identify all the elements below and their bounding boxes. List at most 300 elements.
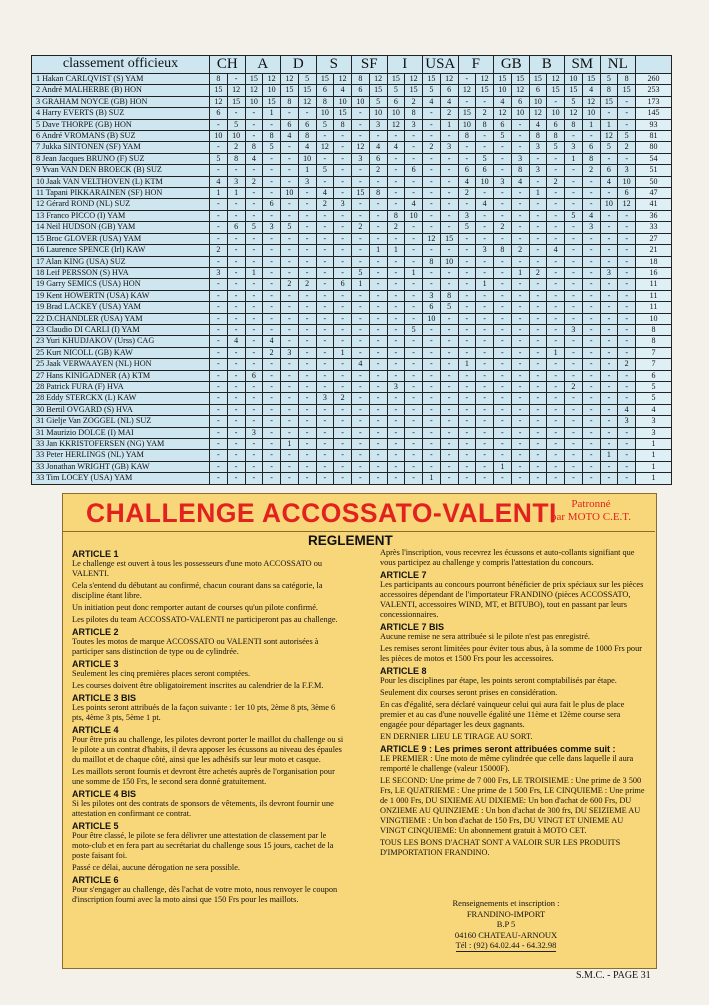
column-header: B [529,56,565,74]
points-cell: - [316,359,334,370]
points-cell: - [494,256,512,267]
points-cell: - [316,473,334,484]
points-cell: - [334,381,352,392]
points-cell: 15 [440,233,458,244]
points-cell: 3 [210,267,228,278]
points-cell: - [476,473,494,484]
points-cell: - [245,461,263,472]
points-cell: 3 [440,142,458,153]
points-cell: 8 [352,74,370,85]
points-cell: 12 [405,74,423,85]
points-cell: - [245,245,263,256]
points-cell: 10 [565,74,583,85]
column-header: F [458,56,494,74]
points-cell: - [369,370,387,381]
points-cell: - [476,393,494,404]
points-cell: - [423,210,441,221]
points-cell: 1 [582,119,600,130]
points-cell: 10 [582,108,600,119]
reglement-heading: REGLEMENT [308,533,393,548]
points-cell: - [210,233,228,244]
points-cell: 2 [245,176,263,187]
points-cell: - [600,302,618,313]
points-cell: 5 [298,74,316,85]
table-row [32,85,672,96]
points-cell: 8 [369,188,387,199]
points-cell: 1 [263,108,281,119]
points-cell: 12 [210,96,228,107]
points-cell: - [547,96,565,107]
points-cell: 8 [423,256,441,267]
points-cell: - [245,290,263,301]
points-cell: - [511,188,529,199]
points-cell: - [281,450,299,461]
points-cell: 4 [369,142,387,153]
points-cell: - [334,245,352,256]
points-cell: 2 [494,222,512,233]
points-cell: - [298,473,316,484]
points-cell: - [334,473,352,484]
rider-name: 1 Hakan CARLQVIST (S) YAM [32,74,210,85]
points-cell: - [369,233,387,244]
points-cell: 3 [494,176,512,187]
points-cell: 4 [227,336,245,347]
article-text: Le challenge est ouvert à tous les possesseurs d'une moto ACCOSSATO ou VALENTI. [72,559,322,578]
points-cell: - [298,245,316,256]
points-cell: - [494,290,512,301]
total-cell: 1 [636,439,672,450]
points-cell: 12 [476,74,494,85]
points-cell: - [316,427,334,438]
rider-name: 3 GRAHAM NOYCE (GB) HON [32,96,210,107]
points-cell: - [263,119,281,130]
points-cell: - [618,347,636,358]
points-cell: 15 [263,96,281,107]
points-cell: - [369,347,387,358]
points-cell: - [227,256,245,267]
points-cell: - [440,439,458,450]
points-cell: - [582,427,600,438]
points-cell: 3 [476,245,494,256]
points-cell: - [281,427,299,438]
points-cell: - [369,222,387,233]
points-cell: 4 [405,199,423,210]
article-text: Pour les disciplines par étape, les points seront comptabilisés par étape. [380,676,617,685]
points-cell: - [582,416,600,427]
points-cell: - [600,427,618,438]
points-cell: - [511,119,529,130]
points-cell: 10 [245,96,263,107]
points-cell: - [210,199,228,210]
points-cell: 2 [316,199,334,210]
points-cell: - [352,302,370,313]
points-cell: - [618,393,636,404]
points-cell: - [298,393,316,404]
points-cell: 10 [618,176,636,187]
points-cell: - [227,108,245,119]
article-text: Les courses doivent être obligatoirement inscrites au calendrier de la F.F.M. [72,681,324,690]
points-cell: 10 [600,199,618,210]
article-text: Si les pilotes ont des contrats de sponsors de vêtements, ils devront fournir une attestation en confirmant ce contrat. [72,799,334,818]
points-cell: 6 [511,96,529,107]
points-cell: 5 [547,142,565,153]
points-cell: - [298,461,316,472]
points-cell: 2 [334,393,352,404]
points-cell: - [369,336,387,347]
points-cell: - [529,222,547,233]
rider-name: 2 André MALHERBE (B) HON [32,85,210,96]
points-cell: - [298,404,316,415]
points-cell: - [369,313,387,324]
points-cell: - [529,245,547,256]
rider-name: 5 Dave THORPE (GB) HON [32,119,210,130]
points-cell: - [494,393,512,404]
points-cell: - [547,233,565,244]
rider-name: 25 Kurt NICOLL (GB) KAW [32,347,210,358]
points-cell: - [281,233,299,244]
points-cell: 1 [405,267,423,278]
points-cell: - [511,359,529,370]
points-cell: - [618,439,636,450]
points-cell: - [263,324,281,335]
points-cell: - [565,393,583,404]
points-cell: - [405,393,423,404]
points-cell: - [281,290,299,301]
standings-table [31,55,672,485]
points-cell: - [281,404,299,415]
points-cell: 15 [423,74,441,85]
points-cell: 1 [210,188,228,199]
rider-name: 23 Claudio DI CARLI (I) YAM [32,324,210,335]
points-cell: 10 [405,210,423,221]
points-cell: - [263,245,281,256]
points-cell: - [458,96,476,107]
points-cell: 4 [511,176,529,187]
points-cell: - [334,370,352,381]
points-cell: 6 [458,165,476,176]
points-cell: 15 [405,85,423,96]
points-cell: - [369,404,387,415]
points-cell: - [529,450,547,461]
table-row [32,393,672,404]
points-cell: - [618,473,636,484]
points-cell: 10 [529,96,547,107]
points-cell: - [263,233,281,244]
points-cell: - [245,279,263,290]
points-cell: - [600,153,618,164]
points-cell: - [440,359,458,370]
points-cell: - [440,199,458,210]
points-cell: - [316,439,334,450]
points-cell: - [511,336,529,347]
points-cell: - [494,324,512,335]
points-cell: 4 [352,359,370,370]
points-cell: - [281,199,299,210]
points-cell: - [458,416,476,427]
points-cell: - [458,381,476,392]
total-cell: 7 [636,347,672,358]
points-cell: 12 [529,108,547,119]
points-cell: 5 [387,85,405,96]
points-cell: 1 [458,359,476,370]
points-cell: - [582,324,600,335]
points-cell: - [458,233,476,244]
points-cell: - [600,233,618,244]
points-cell: 4 [316,188,334,199]
points-cell: - [405,439,423,450]
points-cell: - [387,233,405,244]
points-cell: - [405,142,423,153]
patron-note [551,498,631,524]
points-cell: - [263,210,281,221]
points-cell: - [511,439,529,450]
points-cell: - [210,210,228,221]
points-cell: - [511,427,529,438]
points-cell: 8 [458,131,476,142]
points-cell: - [565,222,583,233]
article-text: Après l'inscription, vous recevrez les écussons et auto-collants signifiant que vous participez au challenge y compris l'attestation du concours. [380,548,635,567]
points-cell: - [210,256,228,267]
points-cell: - [600,324,618,335]
points-cell: - [405,302,423,313]
points-cell: - [245,416,263,427]
points-cell: - [476,439,494,450]
points-cell: - [245,359,263,370]
points-cell: 15 [369,85,387,96]
points-cell: - [316,302,334,313]
points-cell: 3 [298,176,316,187]
points-cell: - [529,347,547,358]
points-cell: - [227,165,245,176]
points-cell: - [387,188,405,199]
points-cell: 6 [423,302,441,313]
points-cell: - [565,427,583,438]
points-cell: - [458,256,476,267]
rider-name: 10 Jaak VAN VELTHOVEN (L) KTM [32,176,210,187]
points-cell: - [547,290,565,301]
points-cell: - [227,416,245,427]
points-cell: 12 [582,96,600,107]
points-cell: - [369,427,387,438]
points-cell: - [369,461,387,472]
points-cell: 2 [352,222,370,233]
article-text: LE SECOND: Une prime de 7 000 Frs, LE TROISIEME : Une prime de 3 500 Frs, LE QUATRIEME : Une prime de 1 500 Frs, LE CINQUIEME : Une prime de 1 000 Frs, DU SIXIEME AU DIXIEME: Un bon d'achat de 600 Frs, DU ONZIEME AU QUINZIEME : Un bon d'achat de 300 frs, DU SEIZIEME AU VINGTIEME : Un bon d'achat de 150 Frs, DU VINGT ET UNIEME AU VINGT CINQUIEME: Un abonnement gratuit à MOTO CET. [380,776,645,835]
points-cell: - [423,450,441,461]
article-text: Cela s'entend du débutant au confirmé, chacun courant dans sa catégorie, la discipline étant libre. [72,581,323,600]
points-cell: - [476,188,494,199]
points-cell: - [245,404,263,415]
points-cell: 15 [227,96,245,107]
points-cell: - [618,119,636,130]
points-cell: - [547,153,565,164]
points-cell: - [405,381,423,392]
points-cell: - [316,245,334,256]
points-cell: 12 [494,108,512,119]
points-cell: - [281,416,299,427]
rules-left-column [72,548,344,907]
points-cell: - [565,290,583,301]
points-cell: - [334,324,352,335]
article-text: Pour s'engager au challenge, dès l'achat de votre moto, nous renvoyer le coupon d'inscription fourni avec la moto ainsi que 150 Frs pour les maillots. [72,885,338,904]
points-cell: - [511,404,529,415]
points-cell: 3 [387,381,405,392]
points-cell: - [210,302,228,313]
points-cell: - [600,290,618,301]
points-cell: - [369,473,387,484]
points-cell: - [600,404,618,415]
points-cell: 2 [405,96,423,107]
points-cell: - [369,176,387,187]
points-cell: 8 [298,131,316,142]
points-cell: - [547,439,565,450]
points-cell: - [405,256,423,267]
total-cell: 41 [636,199,672,210]
points-cell: - [281,302,299,313]
points-cell: 6 [547,119,565,130]
points-cell: - [334,439,352,450]
points-cell: - [582,245,600,256]
points-cell: 5 [405,324,423,335]
points-cell: - [369,302,387,313]
points-cell: - [582,370,600,381]
points-cell: - [369,290,387,301]
points-cell: - [316,381,334,392]
table-row [32,427,672,438]
points-cell: - [387,404,405,415]
points-cell: - [352,324,370,335]
points-cell: - [334,302,352,313]
points-cell: 1 [529,188,547,199]
points-cell: 1 [511,267,529,278]
points-cell: - [227,199,245,210]
points-cell: - [511,347,529,358]
points-cell: - [476,96,494,107]
column-header: I [387,56,423,74]
points-cell: - [334,267,352,278]
points-cell: - [227,245,245,256]
points-cell: - [440,416,458,427]
points-cell: - [600,245,618,256]
points-cell: - [547,165,565,176]
points-cell: 12 [369,74,387,85]
points-cell: - [334,313,352,324]
points-cell: - [511,256,529,267]
points-cell: - [547,188,565,199]
points-cell: 3 [529,142,547,153]
points-cell: 5 [316,119,334,130]
points-cell: - [298,416,316,427]
points-cell: - [245,119,263,130]
points-cell: 12 [511,85,529,96]
points-cell: - [582,359,600,370]
points-cell: - [316,313,334,324]
points-cell: - [600,393,618,404]
points-cell: - [405,404,423,415]
points-cell: - [387,313,405,324]
points-cell: - [565,450,583,461]
points-cell: - [298,347,316,358]
points-cell: - [352,473,370,484]
points-cell: 4 [494,96,512,107]
rider-name: 22 D.CHANDLER (USA) YAM [32,313,210,324]
points-cell: 1 [281,439,299,450]
points-cell: 2 [565,381,583,392]
points-cell: - [245,165,263,176]
table-row [32,210,672,221]
points-cell: - [405,313,423,324]
points-cell: 1 [227,188,245,199]
points-cell: - [316,256,334,267]
points-cell: - [582,267,600,278]
points-cell: - [618,279,636,290]
points-cell: 15 [618,85,636,96]
points-cell: - [334,153,352,164]
points-cell: - [352,233,370,244]
total-cell: 27 [636,233,672,244]
points-cell: - [600,336,618,347]
points-cell: - [316,336,334,347]
points-cell: - [582,302,600,313]
points-cell: - [423,279,441,290]
points-cell: 1 [352,279,370,290]
points-cell: - [405,290,423,301]
total-cell: 11 [636,279,672,290]
points-cell: 8 [600,85,618,96]
column-header: USA [423,56,459,74]
points-cell: - [458,427,476,438]
rules-right-column [380,548,648,860]
points-cell: - [316,416,334,427]
total-cell: 11 [636,290,672,301]
points-cell: 5 [618,131,636,142]
points-cell: 6 [316,85,334,96]
points-cell: 2 [210,245,228,256]
points-cell: - [245,473,263,484]
points-cell: - [423,108,441,119]
points-cell: 10 [352,96,370,107]
points-cell: - [227,427,245,438]
points-cell: 5 [458,222,476,233]
rider-name: 4 Harry EVERTS (B) SUZ [32,108,210,119]
points-cell: 10 [547,108,565,119]
points-cell: 2 [440,108,458,119]
points-cell: - [387,279,405,290]
points-cell: - [281,370,299,381]
rider-name: 23 Yuri KHUDJAKOV (Urss) CAG [32,336,210,347]
points-cell: - [476,267,494,278]
points-cell: - [298,359,316,370]
points-cell: 10 [316,108,334,119]
points-cell: - [423,245,441,256]
points-cell: - [263,370,281,381]
points-cell: 5 [440,302,458,313]
points-cell: 8 [529,131,547,142]
table-row [32,245,672,256]
points-cell: 2 [547,176,565,187]
points-cell: - [547,393,565,404]
points-cell: 1 [423,473,441,484]
points-cell: 15 [210,85,228,96]
article-text: Un initiation peut donc remporter autant de courses qu'un pilote confirmé. [72,603,318,612]
points-cell: 12 [281,74,299,85]
points-cell: - [334,461,352,472]
points-cell: - [298,188,316,199]
points-cell: - [387,176,405,187]
points-cell: - [369,416,387,427]
points-cell: - [458,74,476,85]
points-cell: - [511,370,529,381]
points-cell: - [210,473,228,484]
